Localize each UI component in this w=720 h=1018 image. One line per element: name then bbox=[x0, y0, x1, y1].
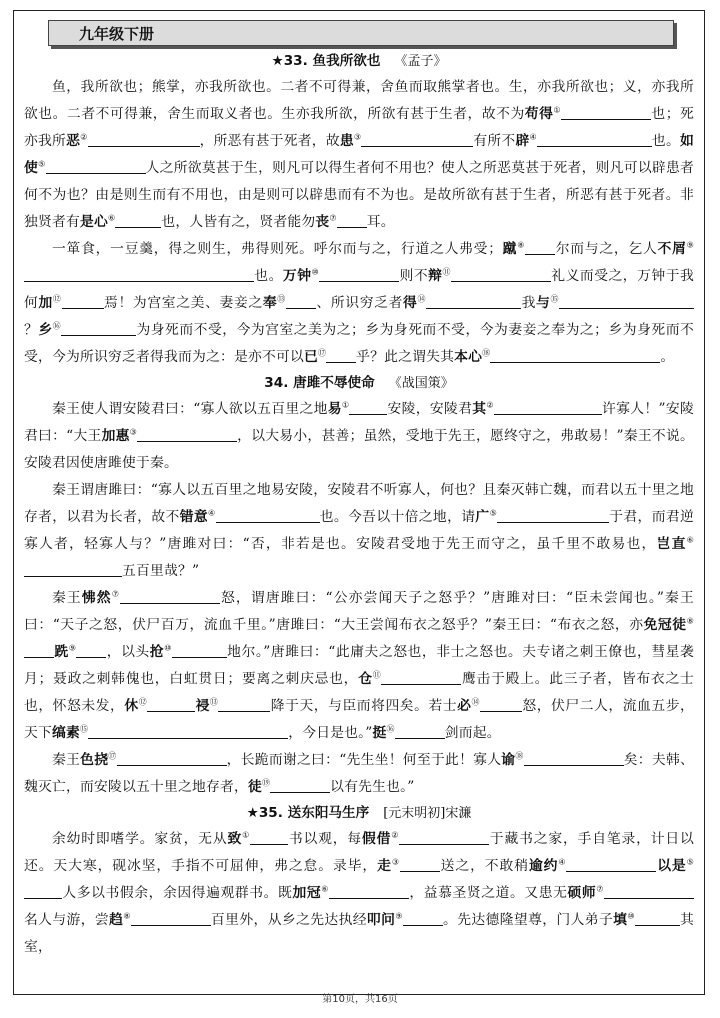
answer-blank[interactable] bbox=[337, 214, 367, 228]
answer-blank[interactable] bbox=[120, 590, 220, 604]
answer-blank[interactable] bbox=[131, 912, 211, 926]
answer-blank[interactable] bbox=[361, 133, 473, 147]
grade-title: 九年级下册 bbox=[79, 24, 155, 43]
paragraph: 秦王使人谓安陵君曰：“寡人欲以五百里之地易① 安陵，安陵君其② 许寡人！”安陵君曰：“大王加惠③ ，以大易小，甚善；虽然，受地于先王，愿终守之，弗敢易！”秦王不说。安陵君因使唐雎使于秦。 bbox=[24, 400, 695, 471]
section-title-33: ★33. 鱼我所欲也 《孟子》 bbox=[271, 53, 447, 69]
answer-blank[interactable] bbox=[561, 106, 651, 120]
answer-blank[interactable] bbox=[319, 268, 399, 282]
answer-blank[interactable] bbox=[216, 509, 320, 523]
answer-blank[interactable] bbox=[64, 268, 254, 282]
answer-blank[interactable] bbox=[559, 295, 619, 309]
answer-blank[interactable] bbox=[395, 725, 445, 739]
answer-blank[interactable] bbox=[635, 912, 680, 926]
answer-blank[interactable] bbox=[381, 671, 461, 685]
answer-blank[interactable] bbox=[494, 401, 602, 415]
answer-blank[interactable] bbox=[270, 779, 330, 793]
answer-blank[interactable] bbox=[72, 563, 122, 577]
worksheet-page bbox=[13, 10, 705, 995]
paragraph: 秦王谓唐雎曰：“寡人以五百里之地易安陵，安陵君不听寡人，何也？且秦灭韩亡魏，而君以五十里之地存者，以君为长者，故不错意④ 也。今吾以十倍之地，请广⑤ 于君，而君逆寡人者，轻寡人与？”唐雎对曰：“否，非若是也。安陵君受地于先王而守之，虽千里不敢易也，岂直⑥五百里哉？” bbox=[24, 482, 695, 579]
answer-blank[interactable] bbox=[497, 509, 609, 523]
answer-blank[interactable] bbox=[399, 831, 489, 845]
answer-blank[interactable] bbox=[88, 725, 128, 739]
answer-blank[interactable] bbox=[286, 295, 316, 309]
section-title-34: 34. 唐雎不辱使命 《战国策》 bbox=[264, 375, 454, 391]
answer-blank[interactable] bbox=[349, 401, 387, 415]
answer-blank[interactable] bbox=[480, 698, 522, 712]
content-area bbox=[24, 49, 694, 961]
answer-blank[interactable] bbox=[117, 752, 227, 766]
star-icon: ★ bbox=[271, 53, 284, 69]
answer-blank[interactable] bbox=[62, 295, 104, 309]
answer-blank[interactable] bbox=[137, 428, 237, 442]
answer-blank[interactable] bbox=[250, 831, 288, 845]
answer-blank[interactable] bbox=[24, 563, 72, 577]
answer-blank[interactable] bbox=[604, 885, 694, 899]
answer-blank[interactable] bbox=[172, 644, 227, 658]
answer-blank[interactable] bbox=[490, 349, 540, 363]
star-icon: ★ bbox=[246, 805, 259, 821]
answer-blank[interactable] bbox=[76, 644, 106, 658]
answer-blank[interactable] bbox=[451, 268, 551, 282]
answer-blank[interactable] bbox=[403, 912, 443, 926]
answer-blank[interactable] bbox=[592, 133, 652, 147]
answer-blank[interactable] bbox=[524, 752, 624, 766]
answer-blank[interactable] bbox=[147, 698, 195, 712]
answer-blank[interactable] bbox=[218, 698, 270, 712]
answer-blank[interactable] bbox=[61, 322, 136, 336]
grade-header bbox=[48, 20, 674, 46]
section-title-35: ★35. 送东阳马生序 [元末明初]宋濂 bbox=[246, 805, 472, 821]
answer-blank[interactable] bbox=[24, 885, 62, 899]
answer-blank[interactable] bbox=[24, 268, 64, 282]
answer-blank[interactable] bbox=[619, 295, 694, 309]
answer-blank[interactable] bbox=[426, 295, 521, 309]
page-number: 第10页，共16页 bbox=[322, 994, 398, 1005]
paragraph: 秦王色挠⑰ ，长跪而谢之曰：“先生坐！何至于此！寡人谕⑱ 矣：夫韩、魏灭亡，而安陵以五十里之地存者，徒⑲ 以有先生也。” bbox=[24, 751, 695, 795]
answer-blank[interactable] bbox=[540, 349, 660, 363]
answer-blank[interactable] bbox=[88, 133, 200, 147]
answer-blank[interactable] bbox=[329, 885, 409, 899]
answer-blank[interactable] bbox=[566, 858, 656, 872]
answer-blank[interactable] bbox=[115, 214, 161, 228]
paragraph: 余幼时即嗜学。家贫，无从致① 书以观，每假借② 于藏书之家，手自笔录，计日以还。天大寒，砚冰坚，手指不可屈伸，弗之怠。录毕，走③ 送之，不敢稍逾约④ 以是⑤人多以书假余，余因得遍观群书。既加冠⑥ ，益慕圣贤之道。又患无硕师⑦名人与游，尝趋⑧ 百里外，从乡之先达执经叩问⑨ 。先达德隆望尊，门人弟子填⑩ 其室， bbox=[24, 830, 695, 955]
paragraph: 一箪食，一豆羹，得之则生，弗得则死。呼尔而与之，行道之人弗受；蹴⑧ 尔而与之，乞人不屑⑨也。万钟⑩ 则不辩⑪ 礼义而受之，万钟于我何加⑫ 焉！为宫室之美、妻妾之奉⑬ 、所识穷乏者得⑭ 我与⑮？乡⑯ 为身死而不受，今为宫室之美为之；乡为身死而不受，今为妻妾之奉为之；乡为身死而不受，今为所识穷乏者得我而为之：是亦不可以已⑰ 乎？此之谓失其本心⑱ 。 bbox=[24, 240, 695, 365]
answer-blank[interactable] bbox=[128, 725, 288, 739]
answer-blank[interactable] bbox=[46, 160, 146, 174]
paragraph: 鱼，我所欲也；熊掌，亦我所欲也。二者不可得兼，舍鱼而取熊掌者也。生，亦我所欲也；义，亦我所欲也。二者不可得兼，舍生而取义者也。生亦我所欲，所欲有甚于生者，故不为苟得① 也；死亦我所恶② ，所恶有甚于死者，故患③ 有所不辟④ 也。如使⑤ 人之所欲莫甚于生，则凡可以得生者何不用也？使人之所恶莫甚于死者，则凡可以辟患者何不为也？由是则生而有不用也，由是则可以辟患而有不为也。是故所欲有甚于生者，所恶有甚于死者。非独贤者有是心⑥ 也，人皆有之，贤者能勿丧⑦ 耳。 bbox=[24, 79, 695, 230]
answer-blank[interactable] bbox=[24, 644, 54, 658]
answer-blank[interactable] bbox=[537, 133, 592, 147]
answer-blank[interactable] bbox=[326, 349, 356, 363]
answer-blank[interactable] bbox=[400, 858, 440, 872]
paragraph: 秦王怫然⑦ 怒，谓唐雎曰：“公亦尝闻天子之怒乎？”唐雎对曰：“臣未尝闻也。”秦王曰：“天子之怒，伏尸百万，流血千里。”唐雎曰：“大王尝闻布衣之怒乎？”秦王曰：“布衣之怒，亦免冠徒⑧跣⑨ ，以头抢⑩ 地尔。”唐雎曰：“此庸夫之怒也，非士之怒也。夫专诸之刺王僚也，彗星袭月；聂政之刺韩傀也，白虹贯日；要离之刺庆忌也，仓⑪ 鹰击于殿上。此三子者，皆布衣之士也，怀怒未发，休⑫ 祲⑬ 降于天，与臣而将四矣。若士必⑭ 怒，伏尸二人，流血五步，天下缟素⑮ ，今日是也。”挺⑯ 剑而起。 bbox=[24, 589, 695, 741]
answer-blank[interactable] bbox=[525, 241, 555, 255]
